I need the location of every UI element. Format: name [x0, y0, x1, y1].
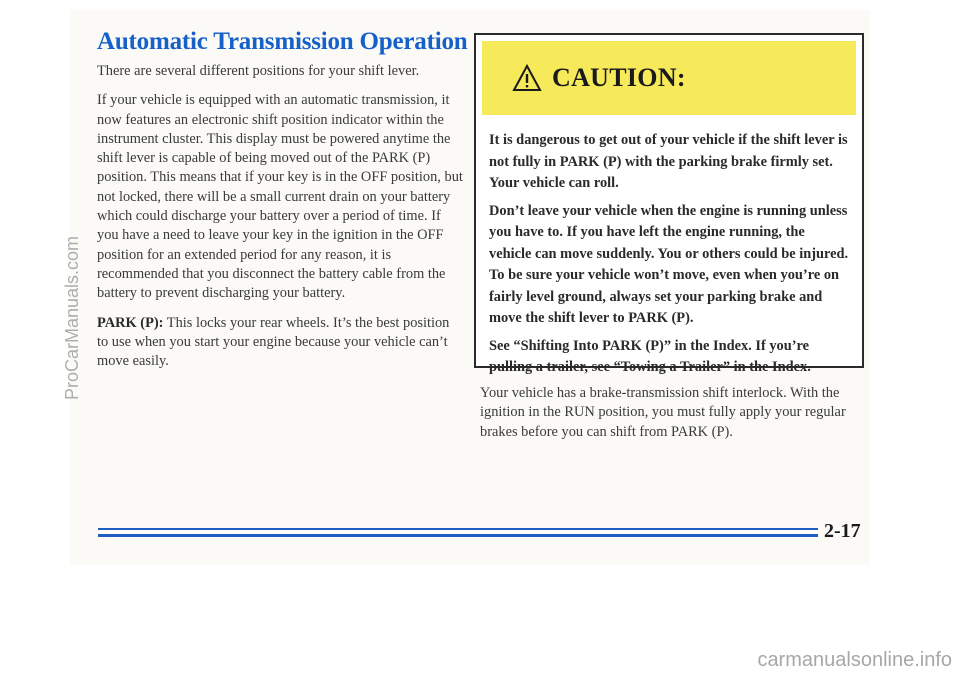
footer-rule-bottom — [98, 534, 818, 537]
caution-paragraph-3: See “Shifting Into PARK (P)” in the Index. If you’re pulling a trailer, see “Towing a Trailer” in the Index. — [489, 337, 811, 375]
footer-rule-top — [98, 528, 818, 530]
park-label: PARK (P): — [97, 314, 164, 331]
caution-paragraph-2: Don’t leave your vehicle when the engine is running unless you have to. If you have left the engine running, the vehicle can move suddenly. You or others could be injured. To be sure your vehicle won’t move, even when you’re on fairly level ground, always set your parking brake and move the shift lever to PARK (P). — [489, 202, 849, 326]
left-column — [97, 62, 463, 381]
side-watermark: ProCarManuals.com — [62, 235, 82, 400]
electronic-indicator-paragraph: If your vehicle is equipped with an automatic transmission, it now features an electronic shift position indicator within the instrument cluster. This display must be powered anytime the shift lever is capable of being moved out of the PARK (P) position. This means that if your key is in the OFF position, but not locked, there will be a small current drain on your battery which could discharge your battery over a period of time. If you have a need to leave your key in the ignition in the OFF position for an extended period for any reason, it is recommended that you disconnect the battery cable from the battery to prevent discharging your battery. — [97, 92, 463, 302]
caution-paragraph-1: It is dangerous to get out of your vehicle if the shift lever is not fully in PARK (P) with the parking brake firmly set. Your vehicle can roll. — [489, 132, 848, 191]
warning-triangle-icon — [512, 64, 542, 92]
page-title: Automatic Transmission Operation — [97, 28, 468, 55]
park-paragraph — [97, 314, 463, 372]
intro-paragraph: There are several different positions for your shift lever. — [97, 63, 420, 79]
caution-label: CAUTION: — [552, 63, 686, 92]
caution-body — [489, 130, 849, 385]
page-number: 2-17 — [824, 520, 861, 542]
park-text: This locks your rear wheels. It’s the best position to use when you start your engine because your vehicle can’t move easily. — [97, 314, 450, 370]
caution-box — [474, 33, 864, 375]
bottom-watermark[interactable]: carmanualsonline.info — [757, 649, 952, 671]
interlock-paragraph: Your vehicle has a brake-transmission shift interlock. With the ignition in the RUN position, you must fully apply your regular brakes before you can shift from PARK (P). — [480, 385, 846, 440]
caution-header — [482, 41, 856, 115]
